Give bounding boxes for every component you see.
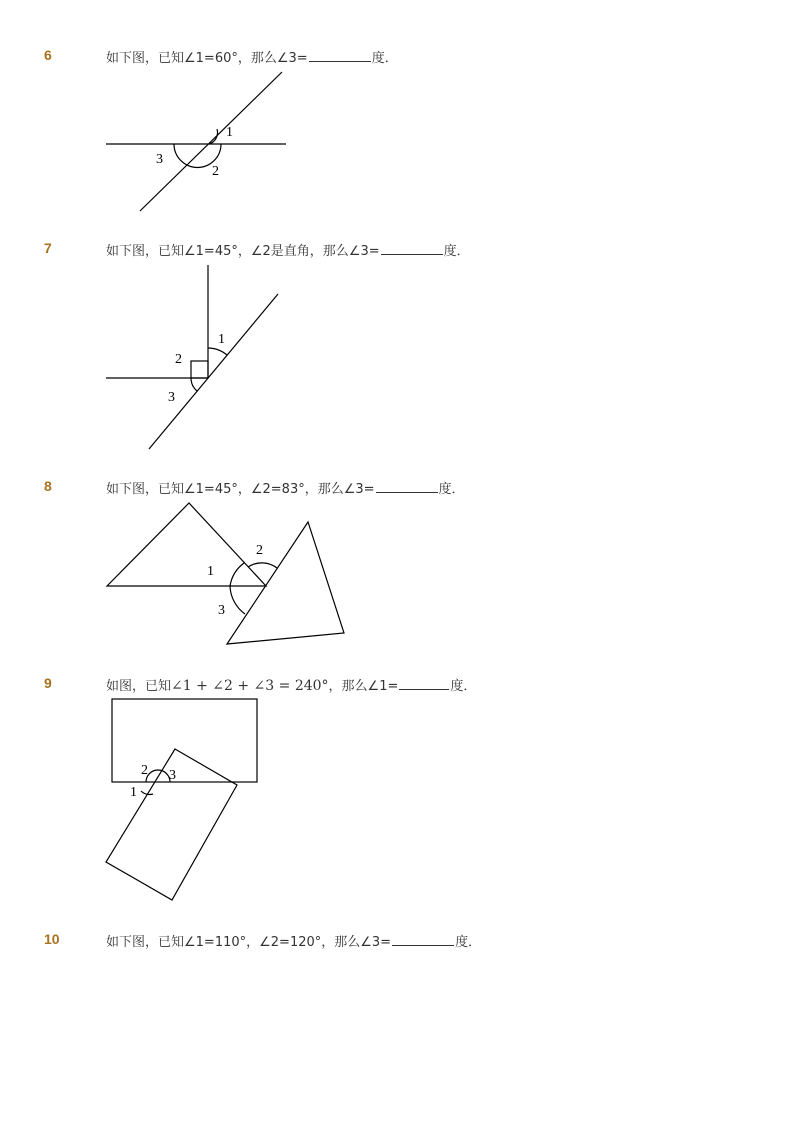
angle-arc-3 (191, 378, 197, 391)
angle-arc-2 (248, 563, 277, 568)
figure-right-angle (100, 262, 300, 454)
answer-blank[interactable] (381, 242, 443, 255)
question-text (106, 47, 398, 66)
question-prompt: 如下图，已知∠1=60°，那么∠3= (106, 51, 308, 66)
question-text (106, 478, 465, 497)
question-text (106, 675, 476, 694)
slanted-line (140, 72, 282, 211)
right-angle-marker (191, 361, 208, 378)
angle-label-3: 3 (218, 603, 225, 618)
question-suffix: 度． (438, 482, 465, 497)
question-prompt: 如下图，已知∠1=45°，∠2=83°，那么∠3= (106, 482, 375, 497)
question-text (106, 931, 481, 950)
angle-label-3: 3 (156, 152, 163, 167)
angle-arc-1 (208, 348, 227, 355)
answer-blank[interactable] (376, 480, 438, 493)
question-prompt: 如下图，已知∠1=45°，∠2是直角，那么∠3= (106, 244, 380, 259)
angle-arc-1 (141, 791, 153, 795)
question-number: 6 (44, 47, 52, 63)
figure-rectangles (100, 694, 270, 906)
question-prompt: 如图，已知 (106, 679, 172, 694)
answer-blank[interactable] (399, 677, 449, 690)
angle-label-2: 2 (256, 543, 263, 558)
question-text (106, 240, 470, 259)
angle-label-3: 3 (168, 390, 175, 405)
angle-label-2: 2 (175, 352, 182, 367)
upper-rectangle (112, 699, 257, 782)
right-triangle (227, 522, 344, 644)
answer-blank[interactable] (392, 933, 454, 946)
question-number: 7 (44, 240, 52, 256)
angle-label-1: 1 (130, 785, 137, 800)
angle-arc-3 (230, 586, 245, 614)
angle-label-1: 1 (218, 332, 225, 347)
answer-blank[interactable] (309, 49, 371, 62)
angle-label-2: 2 (141, 763, 148, 778)
figure-two-triangles (100, 496, 360, 650)
question-prompt: 如下图，已知∠1=110°，∠2=120°，那么∠3= (106, 935, 392, 950)
angle-label-1: 1 (226, 125, 233, 140)
question-number: 9 (44, 675, 52, 691)
question-suffix: 度． (371, 51, 398, 66)
slanted-line (149, 294, 278, 449)
left-triangle (107, 503, 266, 586)
angle-label-1: 1 (207, 564, 214, 579)
question-suffix: 度． (455, 935, 482, 950)
question-suffix: 度． (443, 244, 470, 259)
figure-intersecting-lines (100, 66, 300, 216)
angle-arc-1 (230, 563, 244, 586)
angle-label-2: 2 (212, 164, 219, 179)
question-number: 8 (44, 478, 52, 494)
question-prompt-cont: ，那么∠1= (328, 679, 399, 694)
question-number: 10 (44, 931, 60, 947)
question-suffix: 度． (450, 679, 477, 694)
angle-sum-equation: ∠1 + ∠2 + ∠3 = 240° (171, 678, 329, 694)
angle-label-3: 3 (169, 768, 176, 783)
